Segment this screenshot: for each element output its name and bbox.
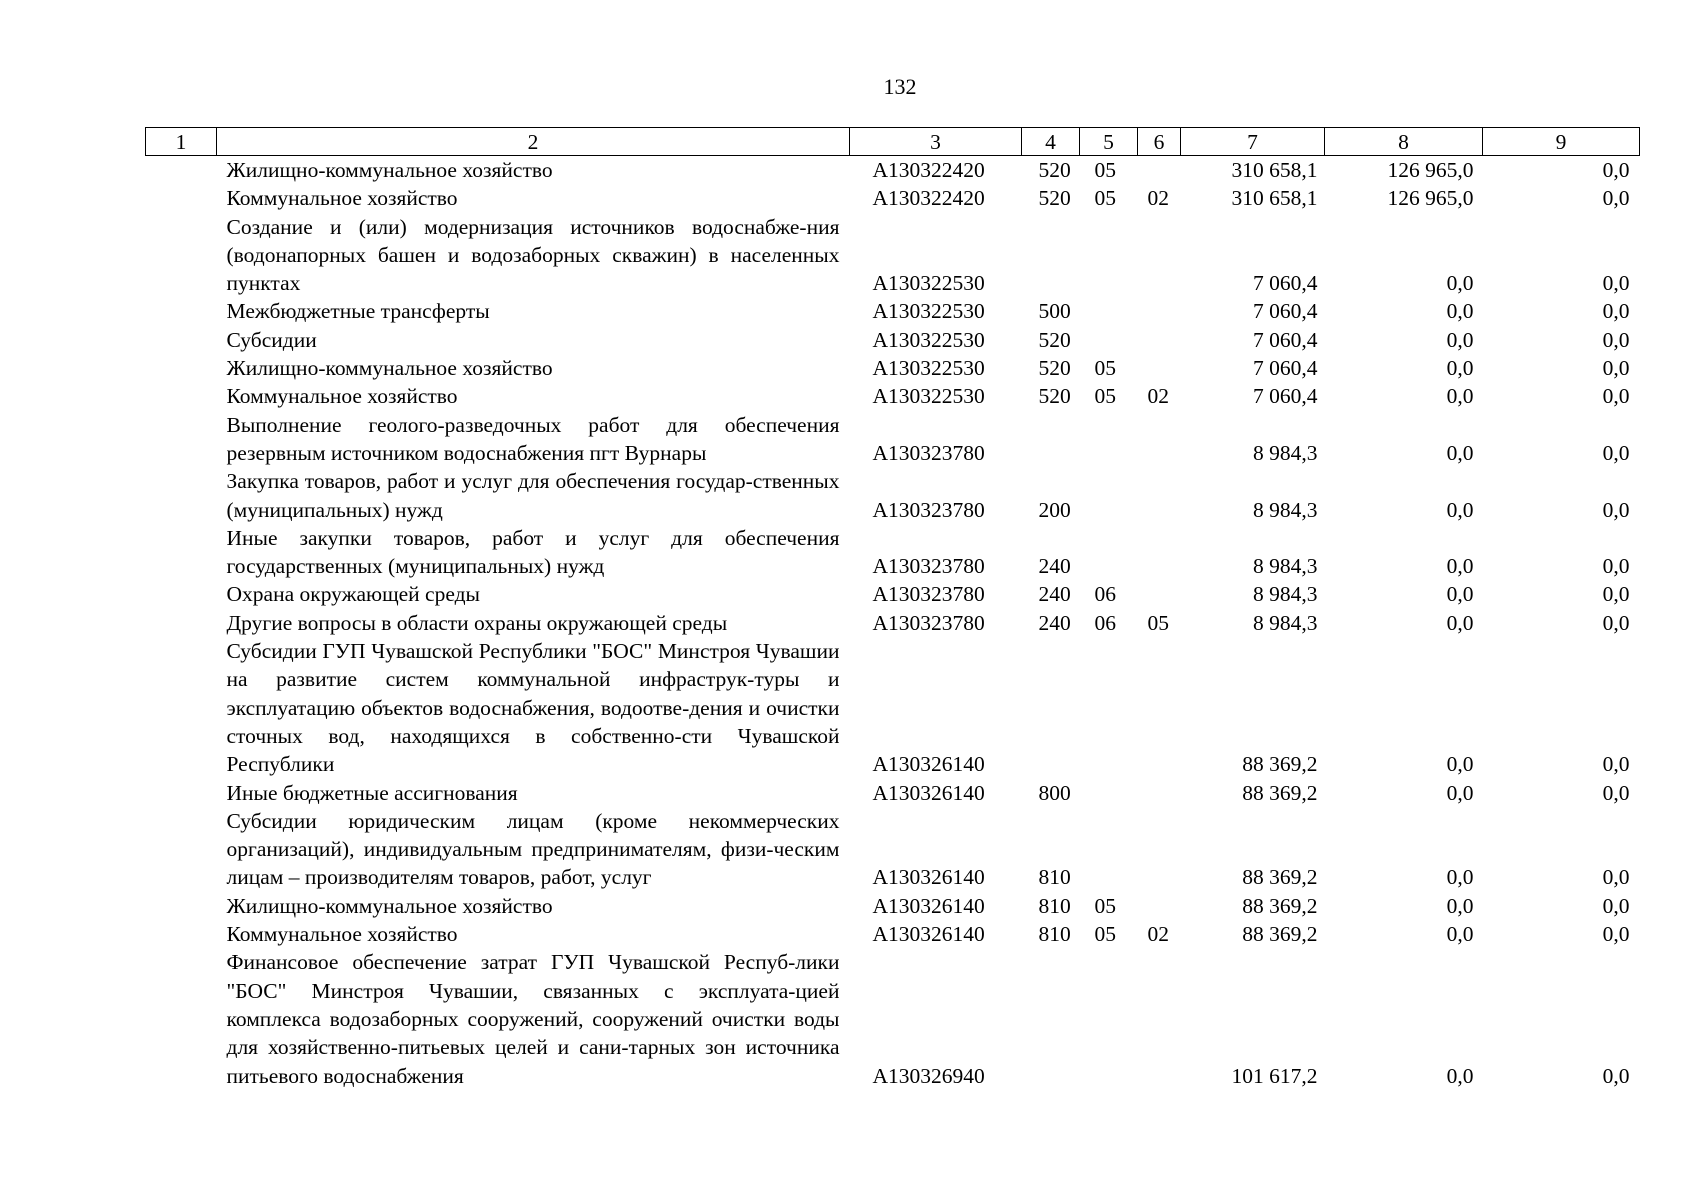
row-kvr: 520 [1038,384,1071,409]
row-rz [1080,326,1138,354]
row-code: А130326940 [872,1063,985,1088]
row-pr [1138,807,1181,892]
row-value-7: 101 617,2 [1231,1063,1318,1088]
row-name: Субсидии юридическим лицам (кроме некоммерческих организаций), индивидуальным предпринимателям, физи-ческим лицам – производителям товаров, работ, услуг [226,808,840,890]
row-col1-cell [146,156,217,185]
row-kvr: 240 [1038,554,1071,579]
row-value-9: 0,0 [1602,610,1630,635]
row-value-9: 0,0 [1602,440,1630,465]
row-value-8: 126 965,0 [1387,158,1474,182]
row-name: Жилищно-коммунальное хозяйство [226,158,553,182]
row-value-9: 0,0 [1602,186,1630,211]
row-kvr [1022,411,1080,468]
row-code: А130323780 [872,554,985,579]
row-col1-cell [146,609,217,637]
row-value-8: 0,0 [1446,299,1474,324]
row-code: А130322530 [872,299,985,324]
row-col1-cell [146,524,217,581]
row-value-9: 0,0 [1602,582,1630,607]
row-col1-cell [146,580,217,608]
row-code: А130323780 [872,497,985,522]
row-name: Межбюджетные трансферты [226,299,490,324]
row-code: А130323780 [872,610,985,635]
row-value-7: 8 984,3 [1253,497,1318,522]
row-pr [1138,948,1181,1089]
table-row [146,156,1640,185]
row-value-9: 0,0 [1602,865,1630,890]
table-row [146,184,1640,212]
row-pr: 02 [1147,922,1169,947]
row-value-8: 0,0 [1446,440,1474,465]
row-value-9: 0,0 [1602,554,1630,579]
table-row [146,354,1640,382]
row-pr [1138,467,1181,524]
table-body [146,156,1640,1090]
row-value-8: 0,0 [1446,1063,1474,1088]
row-kvr: 800 [1038,780,1071,805]
row-name: Субсидии [226,327,317,352]
row-value-9: 0,0 [1602,752,1630,777]
row-code: А130323780 [872,440,985,465]
table-row [146,213,1640,298]
column-header-2: 2 [217,128,850,156]
row-kvr: 240 [1038,582,1071,607]
row-value-7: 8 984,3 [1253,582,1318,607]
table-row [146,326,1640,354]
row-value-9: 0,0 [1602,497,1630,522]
table-row [146,382,1640,410]
row-kvr: 240 [1038,610,1071,635]
row-col1-cell [146,948,217,1089]
row-code: А130326140 [872,752,985,777]
row-col1-cell [146,467,217,524]
row-rz [1080,297,1138,325]
row-kvr: 520 [1038,158,1071,182]
row-pr: 02 [1147,186,1169,211]
row-value-8: 0,0 [1446,271,1474,296]
row-kvr [1022,948,1080,1089]
row-value-8: 0,0 [1446,865,1474,890]
row-kvr: 520 [1038,186,1071,211]
row-name: Коммунальное хозяйство [226,922,458,947]
column-header-5: 5 [1080,128,1138,156]
row-col1-cell [146,892,217,920]
row-rz: 05 [1094,893,1116,918]
row-value-7: 310 658,1 [1231,186,1318,211]
row-name: Жилищно-коммунальное хозяйство [226,356,553,381]
row-name: Создание и (или) модернизация источников водоснабже-ния (водонапорных башен и водозаборных скважин) в населенных пунктах [226,214,840,296]
row-rz: 05 [1094,922,1116,947]
table-row [146,609,1640,637]
row-name: Другие вопросы в области охраны окружающей среды [226,610,728,635]
row-name: Субсидии ГУП Чувашской Республики "БОС" Минстроя Чувашии на развитие систем коммунальной инфраструк-туры и эксплуатацию объектов водоснабжения, водоотве-дения и очистки сточных вод, находящихся в собственно-сти Чувашской Республики [226,639,840,777]
row-kvr [1022,637,1080,778]
row-pr [1138,326,1181,354]
table-row [146,297,1640,325]
column-header-6: 6 [1138,128,1181,156]
column-header-7: 7 [1181,128,1325,156]
row-value-7: 7 060,4 [1253,299,1318,324]
row-col1-cell [146,184,217,212]
row-name: Охрана окружающей среды [226,582,480,607]
row-col1-cell [146,326,217,354]
row-kvr: 200 [1038,497,1071,522]
row-value-7: 88 369,2 [1242,922,1318,947]
table-row [146,467,1640,524]
row-value-7: 88 369,2 [1242,865,1318,890]
row-col1-cell [146,807,217,892]
budget-table [145,127,1640,1090]
row-value-9: 0,0 [1602,158,1630,182]
table-row [146,948,1640,1089]
row-rz [1080,779,1138,807]
row-kvr: 520 [1038,356,1071,381]
row-name: Коммунальное хозяйство [226,384,458,409]
row-value-8: 0,0 [1446,893,1474,918]
column-header-8: 8 [1325,128,1483,156]
row-pr [1138,213,1181,298]
row-value-7: 7 060,4 [1253,356,1318,381]
column-header-3: 3 [850,128,1022,156]
row-value-8: 0,0 [1446,922,1474,947]
row-rz [1080,213,1138,298]
row-value-9: 0,0 [1602,1063,1630,1088]
row-code: А130322530 [872,356,985,381]
row-rz [1080,807,1138,892]
row-pr [1138,580,1181,608]
row-value-8: 0,0 [1446,780,1474,805]
row-value-9: 0,0 [1602,780,1630,805]
row-value-9: 0,0 [1602,384,1630,409]
row-kvr: 520 [1038,327,1071,352]
row-name: Иные бюджетные ассигнования [226,780,518,805]
row-value-7: 7 060,4 [1253,327,1318,352]
row-col1-cell [146,920,217,948]
table-row [146,580,1640,608]
row-value-7: 88 369,2 [1242,893,1318,918]
row-value-8: 0,0 [1446,497,1474,522]
row-value-7: 88 369,2 [1242,752,1318,777]
row-pr: 05 [1147,610,1169,635]
row-code: А130326140 [872,893,985,918]
row-pr [1138,779,1181,807]
row-value-9: 0,0 [1602,299,1630,324]
table-row [146,779,1640,807]
row-rz: 05 [1094,186,1116,211]
row-pr [1138,411,1181,468]
row-name: Иные закупки товаров, работ и услуг для обеспечения государственных (муниципальных) нужд [226,525,840,579]
row-value-8: 0,0 [1446,752,1474,777]
row-value-7: 310 658,1 [1231,158,1318,182]
table-header-row [146,128,1640,156]
row-value-9: 0,0 [1602,271,1630,296]
row-value-7: 88 369,2 [1242,780,1318,805]
row-col1-cell [146,382,217,410]
row-code: А130326140 [872,780,985,805]
row-value-9: 0,0 [1602,356,1630,381]
row-kvr [1022,213,1080,298]
row-value-9: 0,0 [1602,893,1630,918]
row-code: А130323780 [872,582,985,607]
row-rz [1080,411,1138,468]
page-number: 132 [883,74,917,99]
row-pr: 02 [1147,384,1169,409]
row-code: А130322530 [872,271,985,296]
row-value-8: 0,0 [1446,582,1474,607]
row-code: А130326140 [872,922,985,947]
row-pr [1138,637,1181,778]
row-name: Коммунальное хозяйство [226,186,458,211]
row-code: А130322420 [872,186,985,211]
row-col1-cell [146,213,217,298]
row-value-8: 0,0 [1446,610,1474,635]
row-rz: 05 [1094,384,1116,409]
row-rz [1080,637,1138,778]
row-name: Финансовое обеспечение затрат ГУП Чувашской Респуб-лики "БОС" Минстроя Чувашии, связанных с эксплуата-цией комплекса водозаборных сооружений, сооружений очистки воды для хозяйственно-питьевых целей и сани-тарных зон источника питьевого водоснабжения [226,950,840,1088]
row-col1-cell [146,354,217,382]
row-col1-cell [146,297,217,325]
table-row [146,637,1640,778]
column-header-9: 9 [1483,128,1640,156]
table-row [146,892,1640,920]
row-col1-cell [146,637,217,778]
row-pr [1138,892,1181,920]
row-code: А130322420 [872,158,985,182]
column-header-4: 4 [1022,128,1080,156]
row-value-8: 0,0 [1446,356,1474,381]
column-header-1: 1 [146,128,217,156]
row-name: Жилищно-коммунальное хозяйство [226,893,553,918]
row-rz: 06 [1094,582,1116,607]
row-rz: 06 [1094,610,1116,635]
row-value-9: 0,0 [1602,922,1630,947]
row-pr [1138,156,1181,185]
row-rz: 05 [1094,158,1116,182]
row-rz [1080,948,1138,1089]
table-row [146,920,1640,948]
row-name: Выполнение геолого-разведочных работ для обеспечения резервным источником водоснабжения пгт Вурнары [226,412,840,465]
table-row [146,411,1640,468]
row-value-8: 0,0 [1446,384,1474,409]
table-row [146,807,1640,892]
row-kvr: 810 [1038,865,1071,890]
row-value-7: 7 060,4 [1253,384,1318,409]
row-col1-cell [146,411,217,468]
row-rz [1080,467,1138,524]
row-code: А130322530 [872,384,985,409]
row-kvr: 500 [1038,299,1071,324]
row-value-7: 7 060,4 [1253,271,1318,296]
row-rz: 05 [1094,356,1116,381]
row-value-8: 126 965,0 [1387,186,1474,211]
row-value-9: 0,0 [1602,327,1630,352]
row-value-7: 8 984,3 [1253,610,1318,635]
row-value-8: 0,0 [1446,554,1474,579]
row-value-7: 8 984,3 [1253,554,1318,579]
row-kvr: 810 [1038,922,1071,947]
row-pr [1138,524,1181,581]
row-code: А130322530 [872,327,985,352]
row-pr [1138,297,1181,325]
row-value-8: 0,0 [1446,327,1474,352]
table-row [146,524,1640,581]
row-kvr: 810 [1038,893,1071,918]
row-code: А130326140 [872,865,985,890]
row-pr [1138,354,1181,382]
row-rz [1080,524,1138,581]
row-name: Закупка товаров, работ и услуг для обеспечения государ-ственных (муниципальных) нужд [226,469,840,522]
row-value-7: 8 984,3 [1253,440,1318,465]
row-col1-cell [146,779,217,807]
